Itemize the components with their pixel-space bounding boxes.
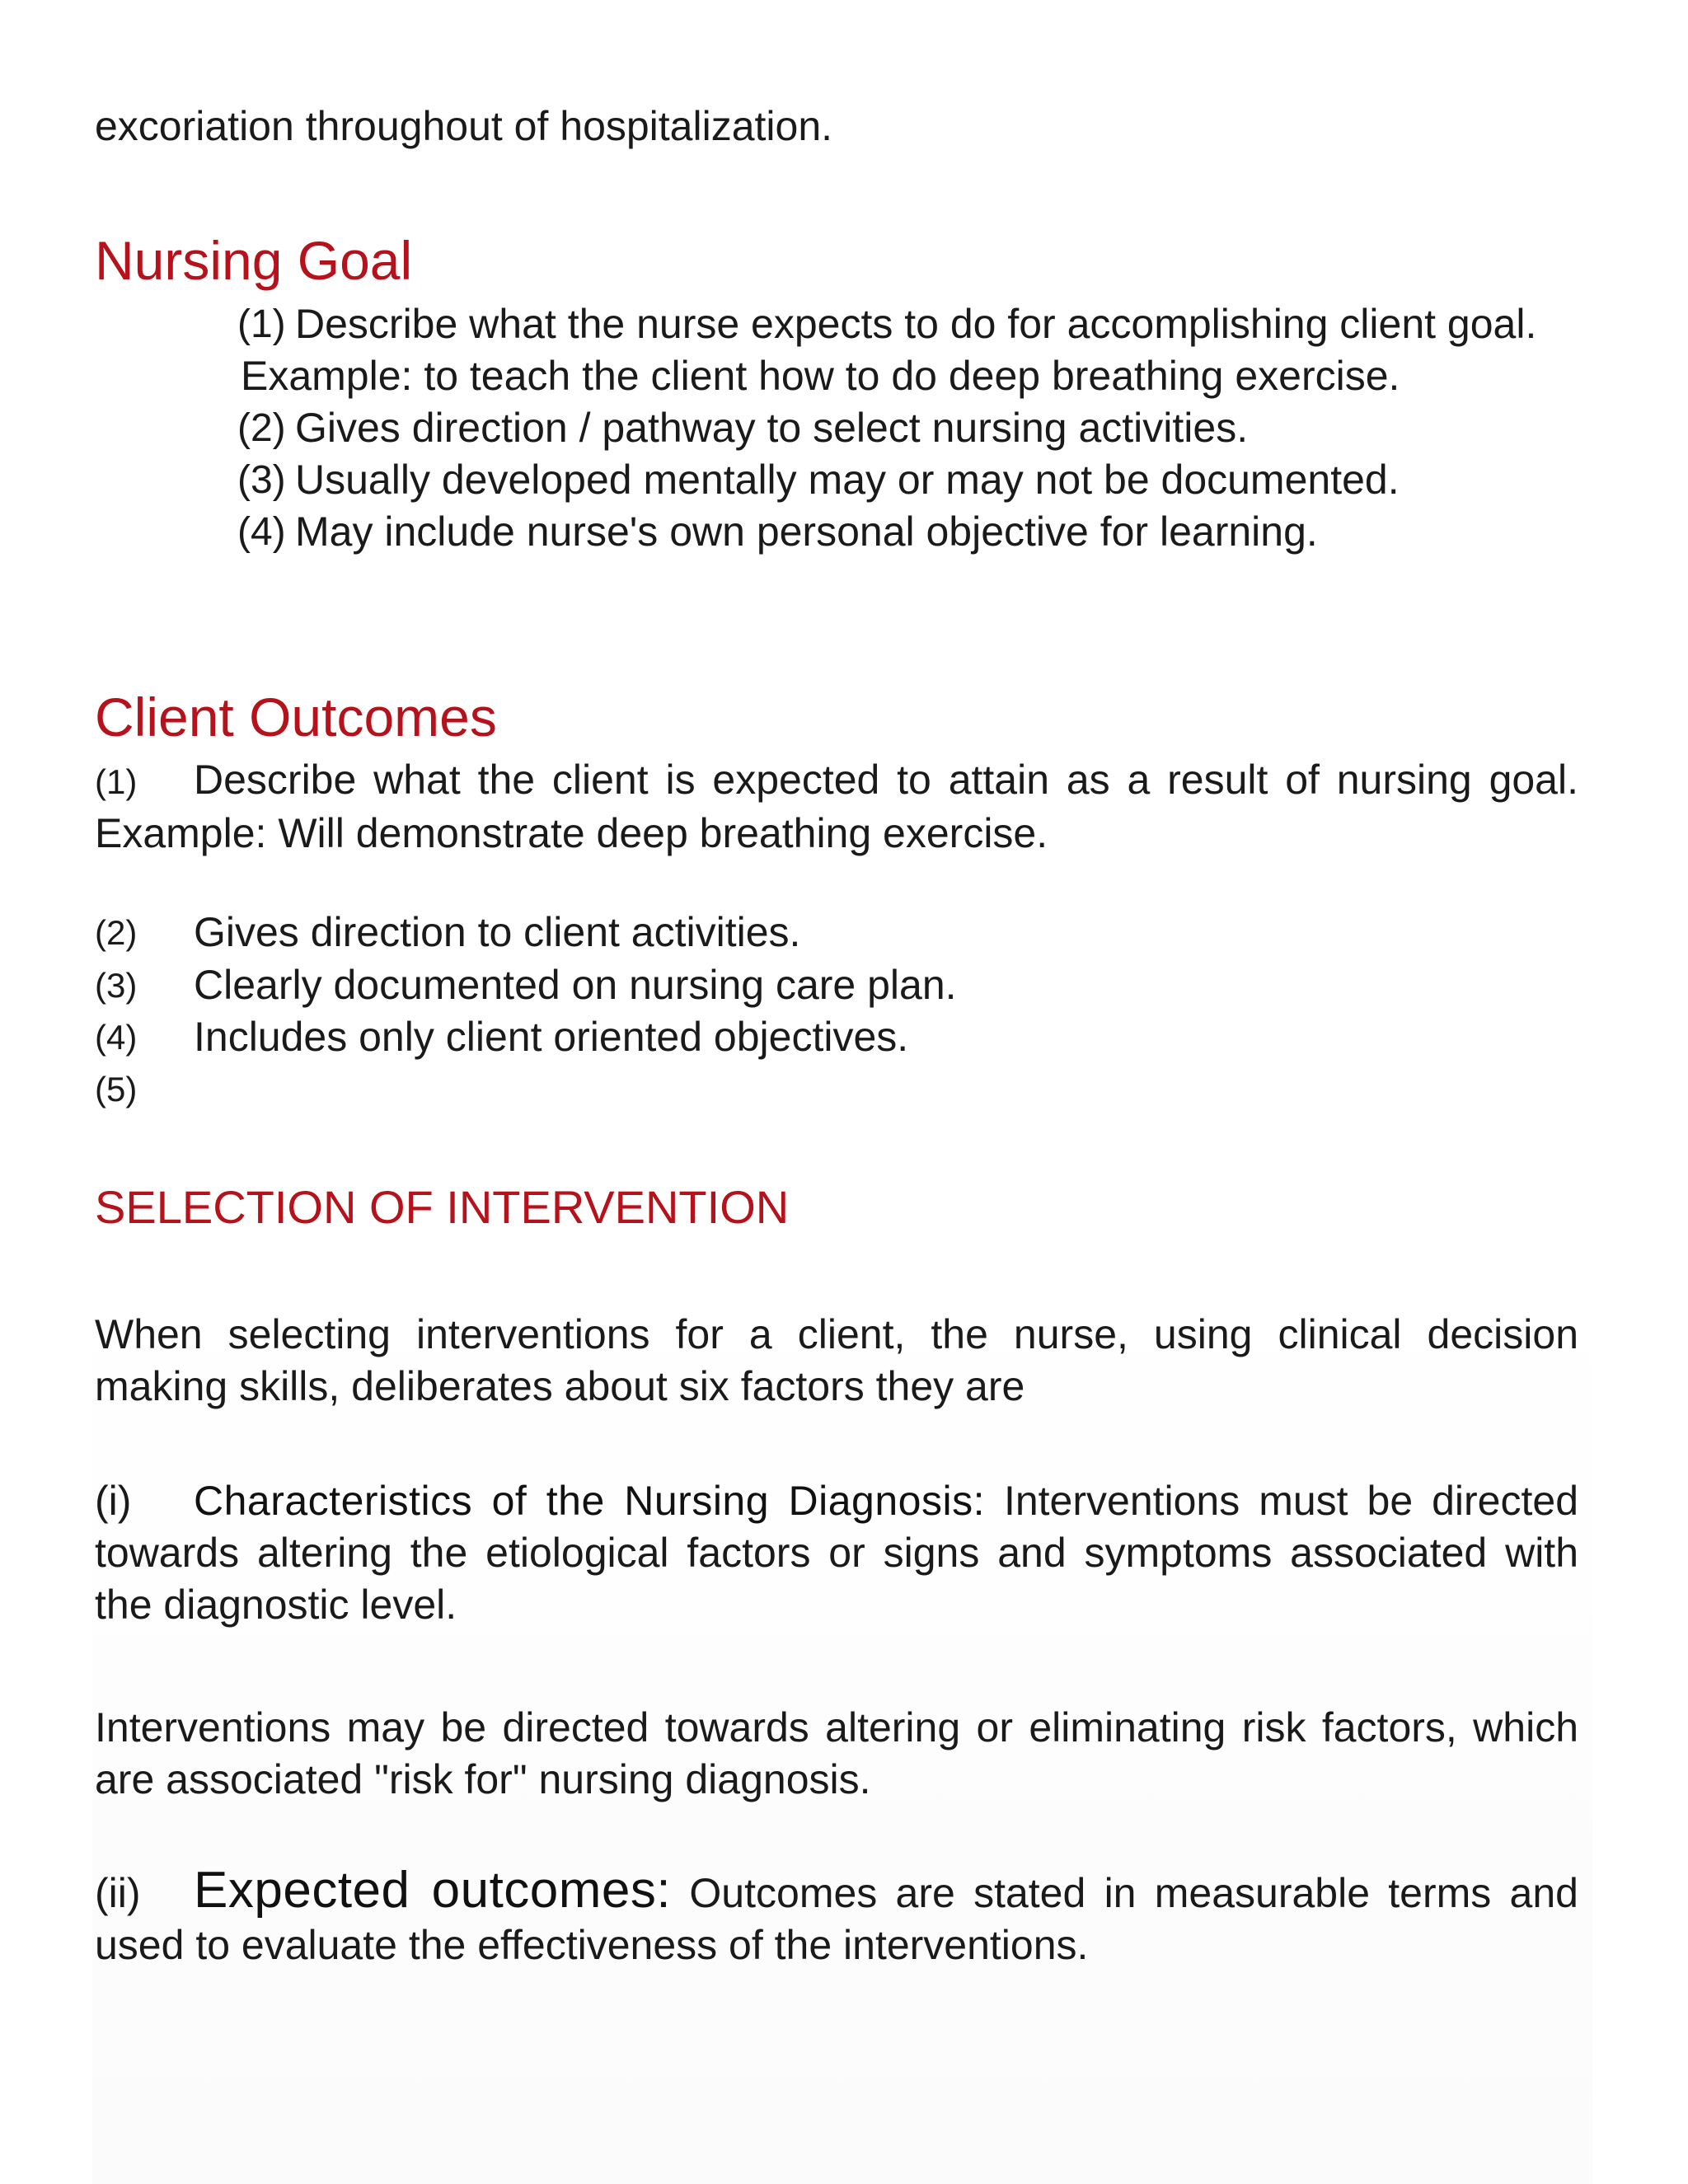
list-item-number: (4) — [237, 510, 286, 554]
list-item-number: (4) — [95, 1018, 138, 1057]
list-item — [237, 298, 1578, 350]
list-item-text: Describe what the client is expected to attain as a result of nursing goal. Example: Will demonstrate deep breathing exercise. — [95, 757, 1578, 856]
risk-paragraph: Interventions may be directed towards altering or eliminating risk factors, which are associated "risk for" nursing diagnosis. — [95, 1704, 1578, 1802]
nursing-goal-list — [237, 298, 1578, 558]
list-item-text: Includes only client oriented objectives. — [194, 1014, 909, 1060]
factor-ii-paragraph — [95, 1864, 1578, 1971]
client-outcome-item-1 — [95, 754, 1578, 860]
list-item-text: Clearly documented on nursing care plan. — [194, 962, 957, 1008]
list-item — [95, 907, 1578, 958]
factor-lead: Expected outcomes: — [194, 1862, 672, 1919]
example-text: Example: to teach the client how to do deep breathing exercise. — [241, 353, 1400, 399]
factor-number: (ii) — [95, 1870, 141, 1916]
list-item-text — [194, 1063, 1578, 1115]
list-item — [237, 506, 1578, 558]
client-outcomes-heading: Client Outcomes — [95, 687, 497, 748]
list-item-number: (1) — [95, 762, 138, 801]
list-item-text: Gives direction / pathway to select nursing activities. — [295, 405, 1249, 451]
list-item-number: (3) — [95, 966, 138, 1005]
factor-text: Outcomes are stated in measurable terms and used to evaluate the effectiveness of the interventions. — [95, 1870, 1578, 1968]
factor-i-paragraph — [95, 1475, 1578, 1631]
selection-intro: When selecting interventions for a client, the nurse, using clinical decision making skills, deliberates about six factors they are — [95, 1311, 1578, 1409]
list-item — [95, 1063, 1578, 1115]
list-item-text: Describe what the nurse expects to do for accomplishing client goal. — [295, 301, 1537, 347]
list-item-text: Gives direction to client activities. — [194, 909, 801, 955]
list-item — [95, 1011, 1578, 1063]
top-line: excoriation throughout of hospitalization. — [95, 103, 833, 149]
list-item-number: (3) — [237, 458, 286, 502]
nursing-goal-heading: Nursing Goal — [95, 230, 413, 291]
list-item-text: Usually developed mentally may or may not be documented. — [295, 457, 1400, 503]
factor-lead: Characteristics of the Nursing Diagnosis: — [194, 1478, 985, 1524]
list-item-number: (5) — [95, 1070, 138, 1108]
list-item — [237, 454, 1578, 506]
list-item-number: (1) — [237, 302, 286, 346]
list-item — [237, 402, 1578, 454]
list-item — [95, 959, 1578, 1011]
list-item-number: (2) — [237, 406, 286, 450]
selection-heading: SELECTION OF INTERVENTION — [95, 1181, 790, 1233]
list-item-text: May include nurse's own personal objective for learning. — [295, 509, 1318, 555]
factor-text: Interventions must be directed towards altering the etiological factors or signs and symptoms associated with the diagnostic level. — [95, 1478, 1578, 1628]
list-item-example — [237, 350, 1578, 402]
factor-number: (i) — [95, 1478, 132, 1524]
list-item-number: (2) — [95, 913, 138, 952]
